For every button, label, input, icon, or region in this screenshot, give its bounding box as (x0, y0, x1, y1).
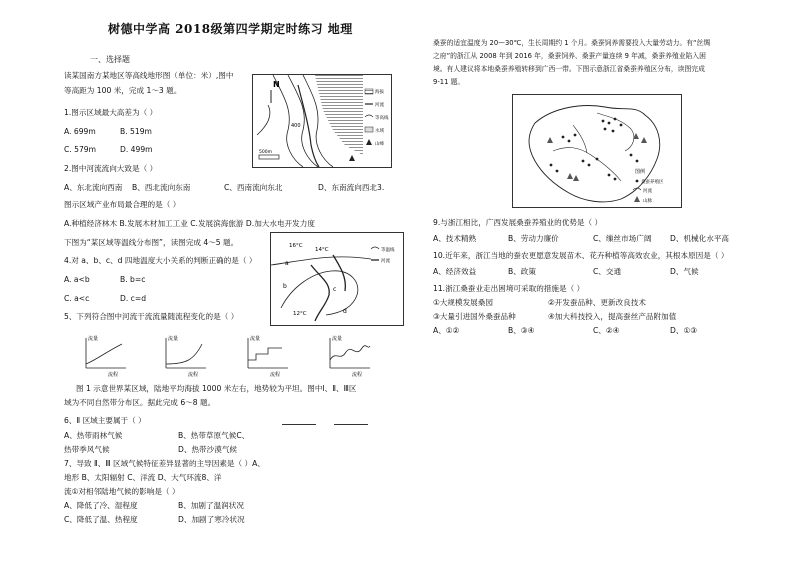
q11-option-d[interactable]: D、①③ (670, 326, 698, 335)
legend-swatch-sericulture (636, 180, 639, 183)
zhejiang-map-figure (512, 94, 682, 208)
section-heading: 一、选择题 (90, 55, 130, 64)
scale-label: 500m (259, 150, 272, 155)
q6-option-a[interactable]: A、热带雨林气候 (64, 431, 123, 440)
page-title: 树德中学高 2018级第四学期定时练习 地理 (108, 22, 353, 36)
question-3-stem: 图示区域产业布局最合理的是（ ） (64, 200, 181, 209)
question-8-stem: 流①对相邻陆地气候的影响是（ ） (64, 487, 180, 496)
legend-label: 河流 (375, 103, 384, 108)
legend-label: 等温线 (381, 248, 395, 253)
q4-option-d[interactable]: D. c=d (120, 294, 147, 303)
q2-option-c[interactable]: C、西南流向东北 (224, 183, 283, 192)
q11-option-a[interactable]: A、①② (433, 326, 460, 335)
isotherm-map-figure (270, 232, 404, 326)
intro-4-line1: 桑蚕的适宜温度为 20—30℃，生长周期约 1 个月。桑蚕饲养需要投入大量劳动力。有“丝绸 (433, 39, 711, 47)
q3-options[interactable]: A.种植经济林木 B.发展木材加工工业 C.发展滨海旅游 D.加大水电开发力度 (64, 219, 315, 228)
q8-option-d[interactable]: D、加剧了寒冷状况 (178, 515, 245, 524)
mountain-peak-icon (349, 155, 355, 161)
q4-option-a[interactable]: A. a<b (64, 275, 90, 284)
mountain-peak-icon (366, 139, 372, 145)
graph-x-label: 流程 (188, 372, 199, 378)
q10-option-b[interactable]: B、政策 (508, 267, 536, 276)
q2-option-b[interactable]: B、西北流向东南 (132, 183, 191, 192)
flow-graph-d[interactable] (330, 335, 370, 378)
q11-measure-1: ①大规模发展桑园 (433, 298, 493, 307)
legend-title: 图例 (635, 169, 646, 175)
north-arrow-label: N (273, 80, 280, 89)
legend-label: 桑蚕养殖区 (641, 180, 664, 185)
flow-graph-b[interactable] (166, 335, 206, 378)
q10-option-a[interactable]: A、经济效益 (433, 267, 477, 276)
isotherm-map (271, 233, 403, 325)
question-10-stem: 10.近年来，浙江当地的蚕农更愿意发展苗木、花卉种植等高效农业，其根本原因是（ ） (433, 251, 729, 260)
divider (282, 424, 316, 425)
point-label-c: c (333, 286, 337, 293)
q1-option-c[interactable]: C. 579m (64, 145, 97, 154)
intro-3-line2: 域为不同自然带分布区。据此完成 6～8 题。 (64, 398, 216, 407)
q11-measure-4: ④加大科技投入，提高蚕丝产品附加值 (548, 312, 677, 321)
q11-option-c[interactable]: C、②④ (593, 326, 620, 335)
isotherm-label: 12°C (293, 311, 307, 317)
flow-graphs (76, 330, 396, 380)
legend-label: 河流 (381, 259, 390, 264)
q11-measure-2: ②开发蚕品种、更新改良技术 (548, 298, 646, 307)
q8-option-b[interactable]: B、加剧了温润状况 (178, 501, 244, 510)
question-9-stem: 9.与浙江相比，广西发展桑蚕养殖业的优势是（ ） (433, 218, 603, 227)
graph-x-label: 流程 (108, 372, 119, 378)
legend-swatch-mountain (634, 196, 640, 202)
legend-label: 海拔 (375, 90, 384, 95)
q1-option-b[interactable]: B. 519m (120, 127, 152, 136)
question-4-stem: 4.对 a、b、c、d 四地温度大小关系的判断正确的是（ ） (64, 256, 257, 265)
scale-bar (259, 155, 279, 159)
intro-1-line2: 等高距为 100 米，完成 1～3 题。 (64, 86, 182, 95)
legend-label: 山脉 (643, 199, 652, 204)
q1-option-d[interactable]: D. 499m (120, 145, 153, 154)
contour-line (257, 105, 270, 135)
sea-area (315, 75, 363, 155)
q4-option-b[interactable]: B. b=c (120, 275, 146, 284)
q2-option-d[interactable]: D、东南流向西北3. (318, 183, 385, 192)
graph-y-label: 流量 (168, 336, 179, 342)
zhejiang-map (513, 95, 681, 207)
river-line (298, 85, 319, 167)
q6-option-c[interactable]: 热带季风气候 (64, 445, 110, 454)
question-11-stem: 11.浙江桑蚕业走出困境可采取的措施是（ ） (433, 284, 585, 293)
legend-label: 河流 (643, 189, 652, 194)
q9-option-a[interactable]: A、技术精熟 (433, 234, 477, 243)
graph-y-label: 流量 (250, 336, 261, 342)
q10-option-d[interactable]: D、气候 (670, 267, 699, 276)
q9-option-c[interactable]: C、缫丝市场广阔 (593, 234, 652, 243)
contour-map (253, 75, 391, 167)
q4-option-c[interactable]: C. a<c (64, 294, 90, 303)
q8-option-c[interactable]: C、降低了温、热程度 (64, 515, 138, 524)
isotherm-label: 14°C (315, 247, 329, 253)
contour-label: 400 (291, 123, 301, 129)
intro-3-line1: 图 1 示意世界某区域，陆地平均海拔 1000 米左右，地势较为平坦。图中Ⅰ、Ⅱ、Ⅲ区 (76, 384, 357, 393)
question-1-stem: 1.图示区域最大高差为（ ） (64, 108, 158, 117)
flow-graph-options (76, 330, 396, 380)
question-6-stem: 6、Ⅱ 区域主要属于（ ） (64, 416, 146, 425)
q8-option-a[interactable]: A、降低了冷、湿程度 (64, 501, 138, 510)
point-label-d: d (343, 308, 347, 315)
intro-2: 下图为“某区域等温线分布图”，读图完成 4～5 题。 (64, 238, 239, 247)
q2-option-a[interactable]: A、东北流向西南 (64, 183, 123, 192)
intro-4-line3: 境。有人建议将本地桑蚕养殖转移到广西一带。下图示意浙江省桑蚕养殖区分布，读图完成 (433, 65, 705, 73)
legend-swatch-sea (365, 89, 373, 94)
q11-measure-3: ③大量引进国外桑蚕品种 (433, 312, 516, 321)
isotherm-label: 16°C (289, 243, 303, 249)
point-label-b: b (283, 283, 287, 290)
intro-4-line2: 之府”的浙江从 2008 年到 2016 年，桑蚕饲养、桑蚕产量连续 9 年减，桑蚕养殖业陷入困 (433, 52, 706, 60)
question-7-line2[interactable]: 地形 B、太阳辐射 C、洋流 D、大气环流8、洋 (64, 473, 222, 482)
graph-y-label: 流量 (332, 336, 343, 342)
q1-option-a[interactable]: A. 699m (64, 127, 96, 136)
q6-option-b[interactable]: B、热带草原气候C、 (178, 431, 250, 440)
q9-option-d[interactable]: D、机械化水平高 (670, 234, 730, 243)
intro-1-line1: 读某国南方某地区等高线地形图（单位：米）,图中 (64, 71, 234, 80)
legend-label: 等高线 (375, 116, 389, 121)
legend-label: 水域 (375, 129, 384, 134)
question-7-line1: 7、导致 Ⅱ、Ⅲ 区域气候特征差异显著的主导因素是（ ）A、 (64, 459, 265, 468)
flow-graph-a[interactable] (86, 335, 126, 378)
province-outline (529, 106, 660, 202)
question-2-stem: 2.图中河流流向大致是（ ） (64, 164, 158, 173)
q9-option-b[interactable]: B、劳动力廉价 (508, 234, 559, 243)
graph-x-label: 流程 (352, 372, 363, 378)
q11-option-b[interactable]: B、③④ (508, 326, 535, 335)
divider (334, 424, 368, 425)
legend-swatch-isotherm (371, 247, 379, 249)
question-5-stem: 5、下列符合图中河流干流流量随流程变化的是（ ） (64, 312, 239, 321)
q6-option-d[interactable]: D、热带沙漠气候 (178, 445, 238, 454)
flow-graph-c[interactable] (248, 335, 288, 378)
legend-label: 山峰 (375, 142, 384, 147)
contour-map-figure (252, 74, 392, 168)
q10-option-c[interactable]: C、交通 (593, 267, 622, 276)
legend-swatch-contour (365, 115, 373, 117)
legend-swatch-water (365, 127, 373, 132)
graph-x-label: 流程 (270, 372, 281, 378)
graph-y-label: 流量 (88, 336, 99, 342)
intro-4-line4: 9-11 题。 (433, 78, 465, 86)
point-label-a: a (285, 260, 289, 267)
